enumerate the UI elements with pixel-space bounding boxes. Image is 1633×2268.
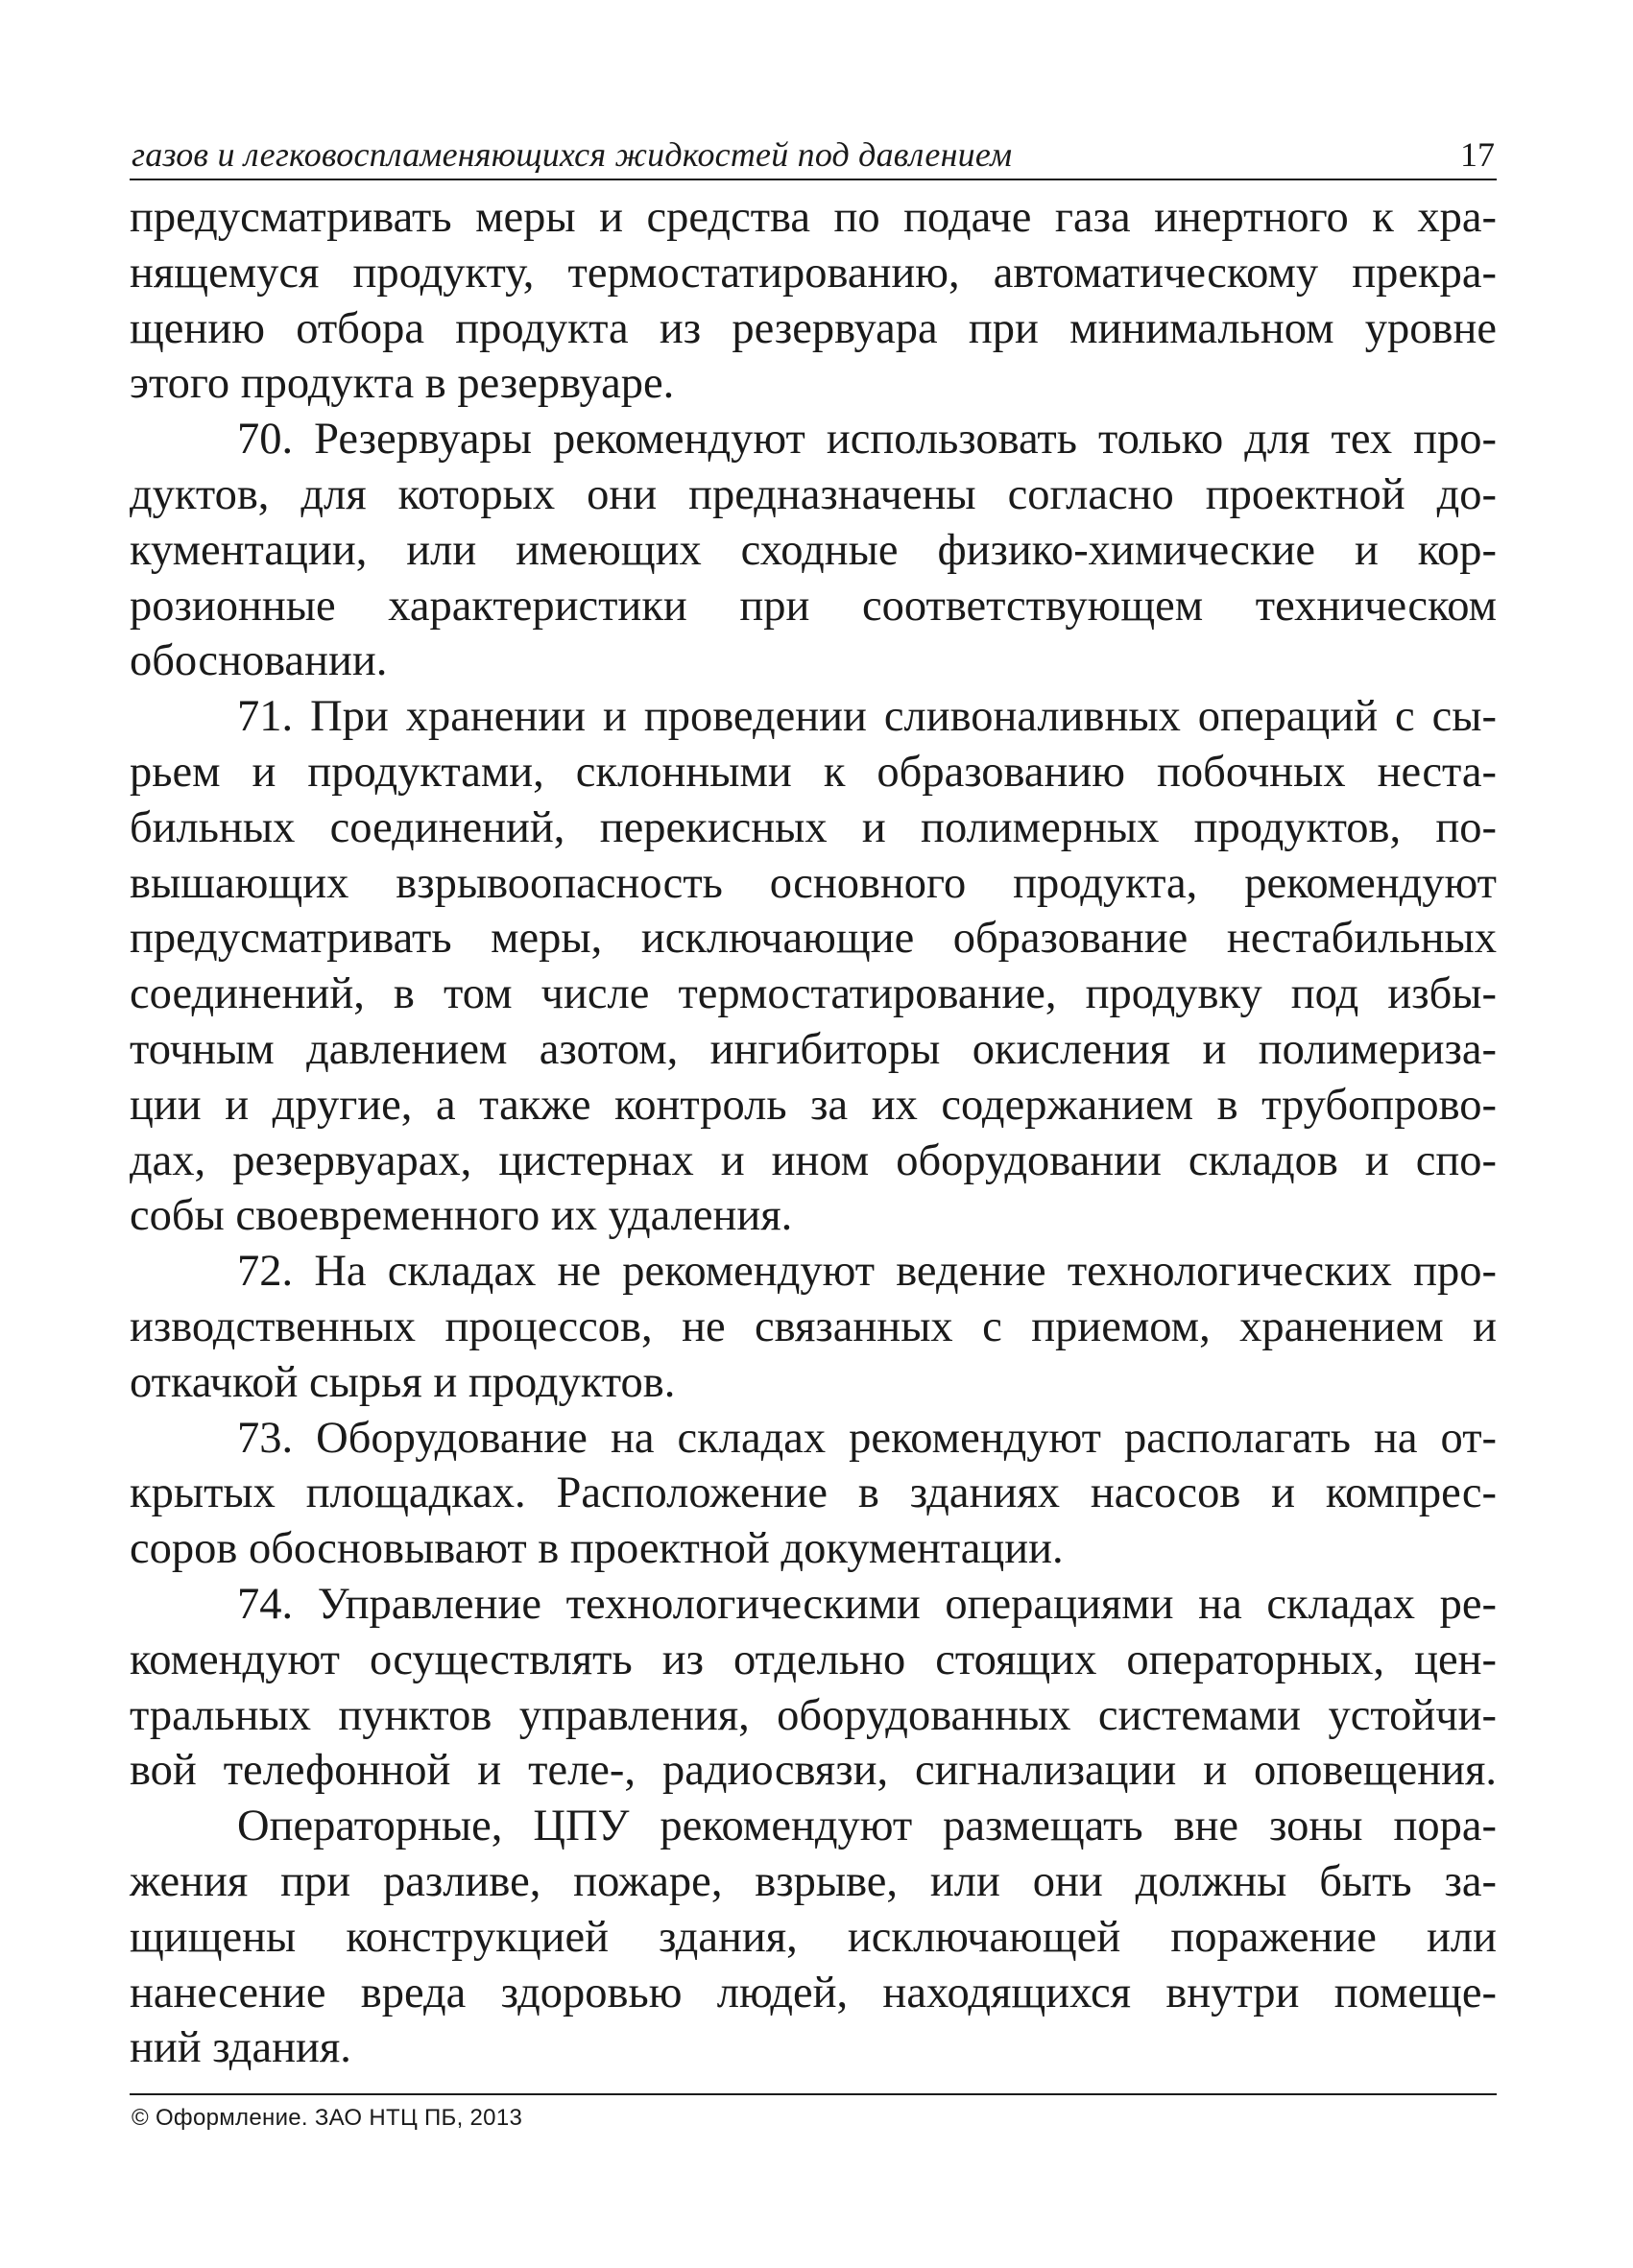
text-line: собы своевременного их удаления. xyxy=(130,1191,793,1241)
text-line: тральных пунктов управления, оборудованных системами устойчи- xyxy=(130,1690,1497,1740)
text-line: нанесение вреда здоровью людей, находящихся внутри помеще- xyxy=(130,1968,1497,2017)
text-line: вышающих взрывоопасность основного продукта, рекомендуют xyxy=(130,858,1497,908)
paragraph-operator-rooms xyxy=(130,1799,1497,2076)
text-line: рьем и продуктами, склонными к образованию побочных неста- xyxy=(130,747,1497,797)
text-line: комендуют осуществлять из отдельно стоящих операторных, цен- xyxy=(130,1635,1497,1684)
text-line: дуктов, для которых они предназначены согласно проектной до- xyxy=(130,469,1497,519)
body-text xyxy=(130,190,1497,2076)
text-line: этого продукта в резервуаре. xyxy=(130,359,675,409)
paragraph-70 xyxy=(130,412,1497,689)
text-line: 72. На складах не рекомендуют ведение технологических про- xyxy=(237,1247,1497,1297)
text-line: соров обосновывают в проектной документации. xyxy=(130,1524,1064,1574)
text-line: щению отбора продукта из резервуара при минимальном уровне xyxy=(130,303,1497,353)
page-footer xyxy=(130,2093,1497,2132)
page-number: 17 xyxy=(1460,135,1495,174)
text-line: нящемуся продукту, термостатированию, автоматическому прекра- xyxy=(130,248,1497,298)
paragraph-continuation xyxy=(130,190,1497,412)
text-line: откачкой сырья и продуктов. xyxy=(130,1357,676,1407)
document-page xyxy=(130,132,1497,2076)
text-line: розионные характеристики при соответствующем техническом xyxy=(130,581,1497,631)
paragraph-71 xyxy=(130,689,1497,1244)
text-line: предусматривать меры и средства по подаче газа инертного к хра- xyxy=(130,193,1497,242)
paragraph-74 xyxy=(130,1577,1497,1799)
text-line: точным давлением азотом, ингибиторы окисления и полимериза- xyxy=(130,1024,1497,1074)
text-line: обосновании. xyxy=(130,636,388,686)
text-line: жения при разливе, пожаре, взрыве, или они должны быть за- xyxy=(130,1856,1497,1906)
running-title: газов и легковоспламеняющихся жидкостей под давлением xyxy=(132,135,1013,174)
text-line: изводственных процессов, не связанных с приемом, хранением и xyxy=(130,1301,1497,1351)
text-line: ний здания. xyxy=(130,2023,351,2073)
text-line: 73. Оборудование на складах рекомендуют располагать на от- xyxy=(237,1413,1497,1463)
text-line: 71. При хранении и проведении сливоналивных операций с сы- xyxy=(237,692,1497,742)
paragraph-72 xyxy=(130,1244,1497,1410)
text-line: Операторные, ЦПУ рекомендуют размещать вне зоны пора- xyxy=(237,1802,1497,1851)
text-line: 74. Управление технологическими операциями на складах ре- xyxy=(237,1579,1497,1629)
text-line: бильных соединений, перекисных и полимерных продуктов, по- xyxy=(130,802,1497,852)
text-line: дах, резервуарах, цистернах и ином оборудовании складов и спо- xyxy=(130,1135,1497,1185)
text-line: 70. Резервуары рекомендуют использовать только для тех про- xyxy=(237,415,1497,465)
text-line: ции и другие, а также контроль за их содержанием в трубопрово- xyxy=(130,1080,1497,1130)
footer-divider xyxy=(130,2093,1497,2095)
text-line: щищены конструкцией здания, исключающей поражение или xyxy=(130,1912,1497,1962)
paragraph-73 xyxy=(130,1411,1497,1577)
text-line: крытых площадках. Расположение в зданиях насосов и компрес- xyxy=(130,1468,1497,1518)
text-line: кументации, или имеющих сходные физико-химические и кор- xyxy=(130,525,1497,575)
running-header xyxy=(130,132,1497,180)
text-line: предусматривать меры, исключающие образование нестабильных xyxy=(130,914,1497,964)
text-line: вой телефонной и теле-, радиосвязи, сигнализации и оповещения. xyxy=(130,1746,1497,1796)
copyright-notice: © Оформление. ЗАО НТЦ ПБ, 2013 xyxy=(132,2105,523,2131)
text-line: соединений, в том числе термостатирование, продувку под избы- xyxy=(130,969,1497,1019)
